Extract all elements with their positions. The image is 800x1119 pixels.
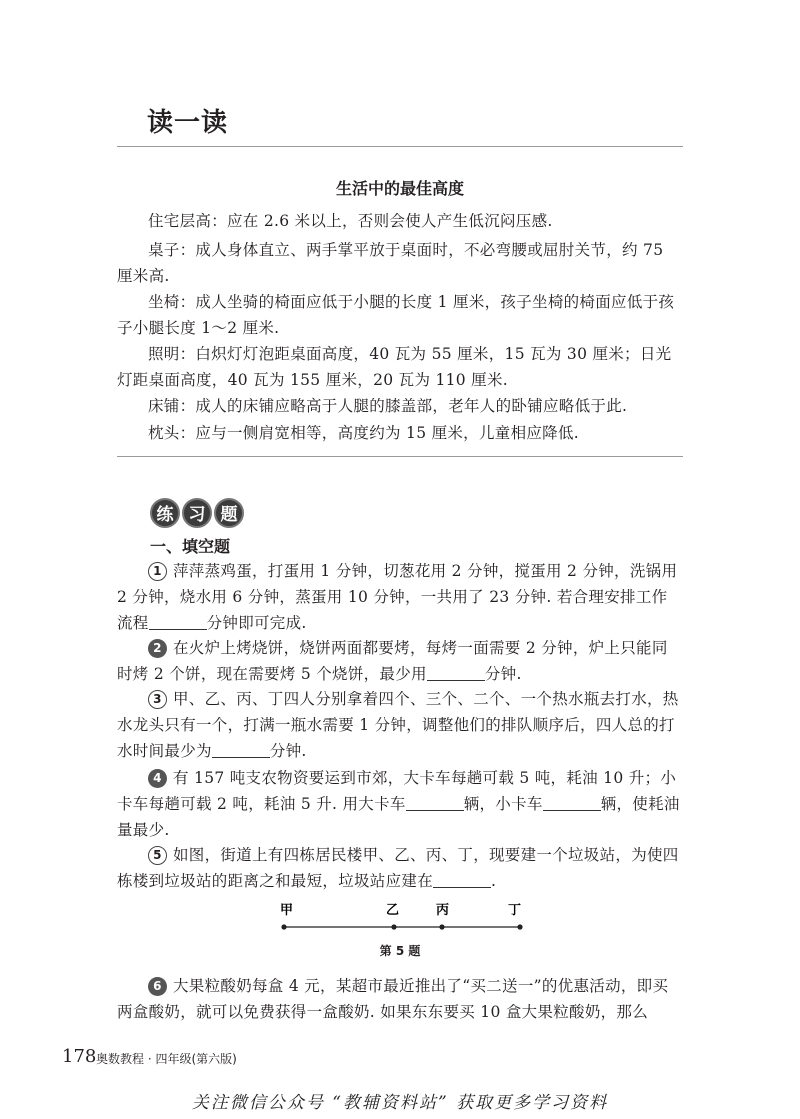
bottom-divider [117,456,683,457]
question-text: 辆，小卡车 [463,795,543,813]
answer-blank [433,870,491,888]
answer-blank [212,740,270,758]
answer-blank [427,663,485,681]
section-heading: 一、填空题 [150,537,231,556]
street-figure [270,898,540,940]
watermark: 关注微信公众号 “教辅资料站” 获取更多学习资料 [191,1093,609,1113]
answer-blank [149,612,207,630]
article-title: 生活中的最佳高度 [335,179,464,198]
question-4 [117,765,683,843]
article-paragraph: 照明：白炽灯灯泡距桌面高度，40 瓦为 55 厘米，15 瓦为 30 厘米；日光灯距桌面高度，40 瓦为 155 厘米，20 瓦为 110 厘米. [117,345,672,389]
question-text: 有 157 吨支农物资要运到市郊，大卡车每趟可载 5 吨，耗油 10 升；小卡车每趟可载 2 吨，耗油 5 升. 用大卡车 [117,769,677,813]
question-number: 4 [148,769,167,788]
badge-char: 习 [182,498,212,528]
question-number: 6 [148,977,167,996]
building-point-yi [391,924,396,929]
question-1 [117,558,683,636]
answer-blank [543,793,601,811]
question-text: 分钟. [269,742,307,760]
question-text: . [491,872,497,890]
building-point-jia [281,924,286,929]
answer-blank [406,793,464,811]
question-text: 分钟即可完成. [206,614,307,632]
question-text: 萍萍蒸鸡蛋，打蛋用 1 分钟，切葱花用 2 分钟，搅蛋用 2 分钟，洗锅用 2 分钟，烧水用 6 分钟，蒸蛋用 10 分钟，一共用了 23 分钟. 若合理安排工作流程 [117,562,678,632]
question-5 [117,842,683,894]
question-2 [117,635,683,687]
question-text: 辆，使耗油量最少. [117,795,680,839]
building-point-ding [517,924,522,929]
article-paragraph: 坐椅：成人坐骑的椅面应低于小腿的长度 1 厘米，孩子坐椅的椅面应低于孩子小腿长度 1～2 厘米. [117,293,675,337]
question-number: 5 [148,846,167,865]
question-text: 如图，街道上有四栋居民楼甲、乙、丙、丁，现要建一个垃圾站，为使四栋楼到垃圾站的距离之和最短，垃圾站应建在 [117,846,679,890]
building-label: 乙 [386,903,400,918]
question-number: 1 [148,562,167,581]
building-label: 丙 [436,903,450,918]
badge-char: 练 [150,498,180,528]
article-paragraph: 床铺：成人的床铺应略高于人腿的膝盖部，老年人的卧铺应略低于此. [148,397,628,415]
question-number: 3 [148,690,167,709]
question-6 [117,973,683,1025]
article-paragraph: 桌子：成人身体直立、两手掌平放于桌面时，不必弯腰或屈肘关节，约 75 厘米高. [117,241,664,285]
question-number: 2 [148,639,167,658]
building-point-bing [439,924,444,929]
question-text: 大果粒酸奶每盒 4 元，某超市最近推出了“买二送一”的优惠活动，即买两盒酸奶，就可以免费获得一盒酸奶. 如果东东要买 10 盒大果粒酸奶，那么 [117,977,669,1021]
page-number: 178 [62,1046,97,1067]
badge-char: 题 [214,498,244,528]
building-label: 丁 [508,903,522,918]
exercise-badge [150,498,244,528]
figure-caption: 第 5 题 [379,944,421,958]
question-text: 分钟. [484,665,522,683]
building-label: 甲 [280,903,294,918]
article-paragraph: 住宅层高：应在 2.6 米以上，否则会使人产生低沉闷压感. [148,212,553,230]
book-title: 奥数教程 · 四年级(第六版) [96,1052,237,1066]
question-text: 在火炉上烤烧饼，烧饼两面都要烤，每烤一面需要 2 分钟，炉上只能同时烤 2 个饼，现在需要烤 5 个烧饼，最少用 [117,639,668,683]
question-text: 甲、乙、丙、丁四人分别拿着四个、三个、二个、一个热水瓶去打水，热水龙头只有一个，打满一瓶水需要 1 分钟，调整他们的排队顺序后，四人总的打水时间最少为 [117,690,679,760]
section-title: 读一读 [147,108,229,138]
article-paragraph: 枕头：应与一侧肩宽相等，高度约为 15 厘米，儿童相应降低. [148,424,580,442]
top-divider [117,146,683,147]
question-3 [117,686,683,764]
